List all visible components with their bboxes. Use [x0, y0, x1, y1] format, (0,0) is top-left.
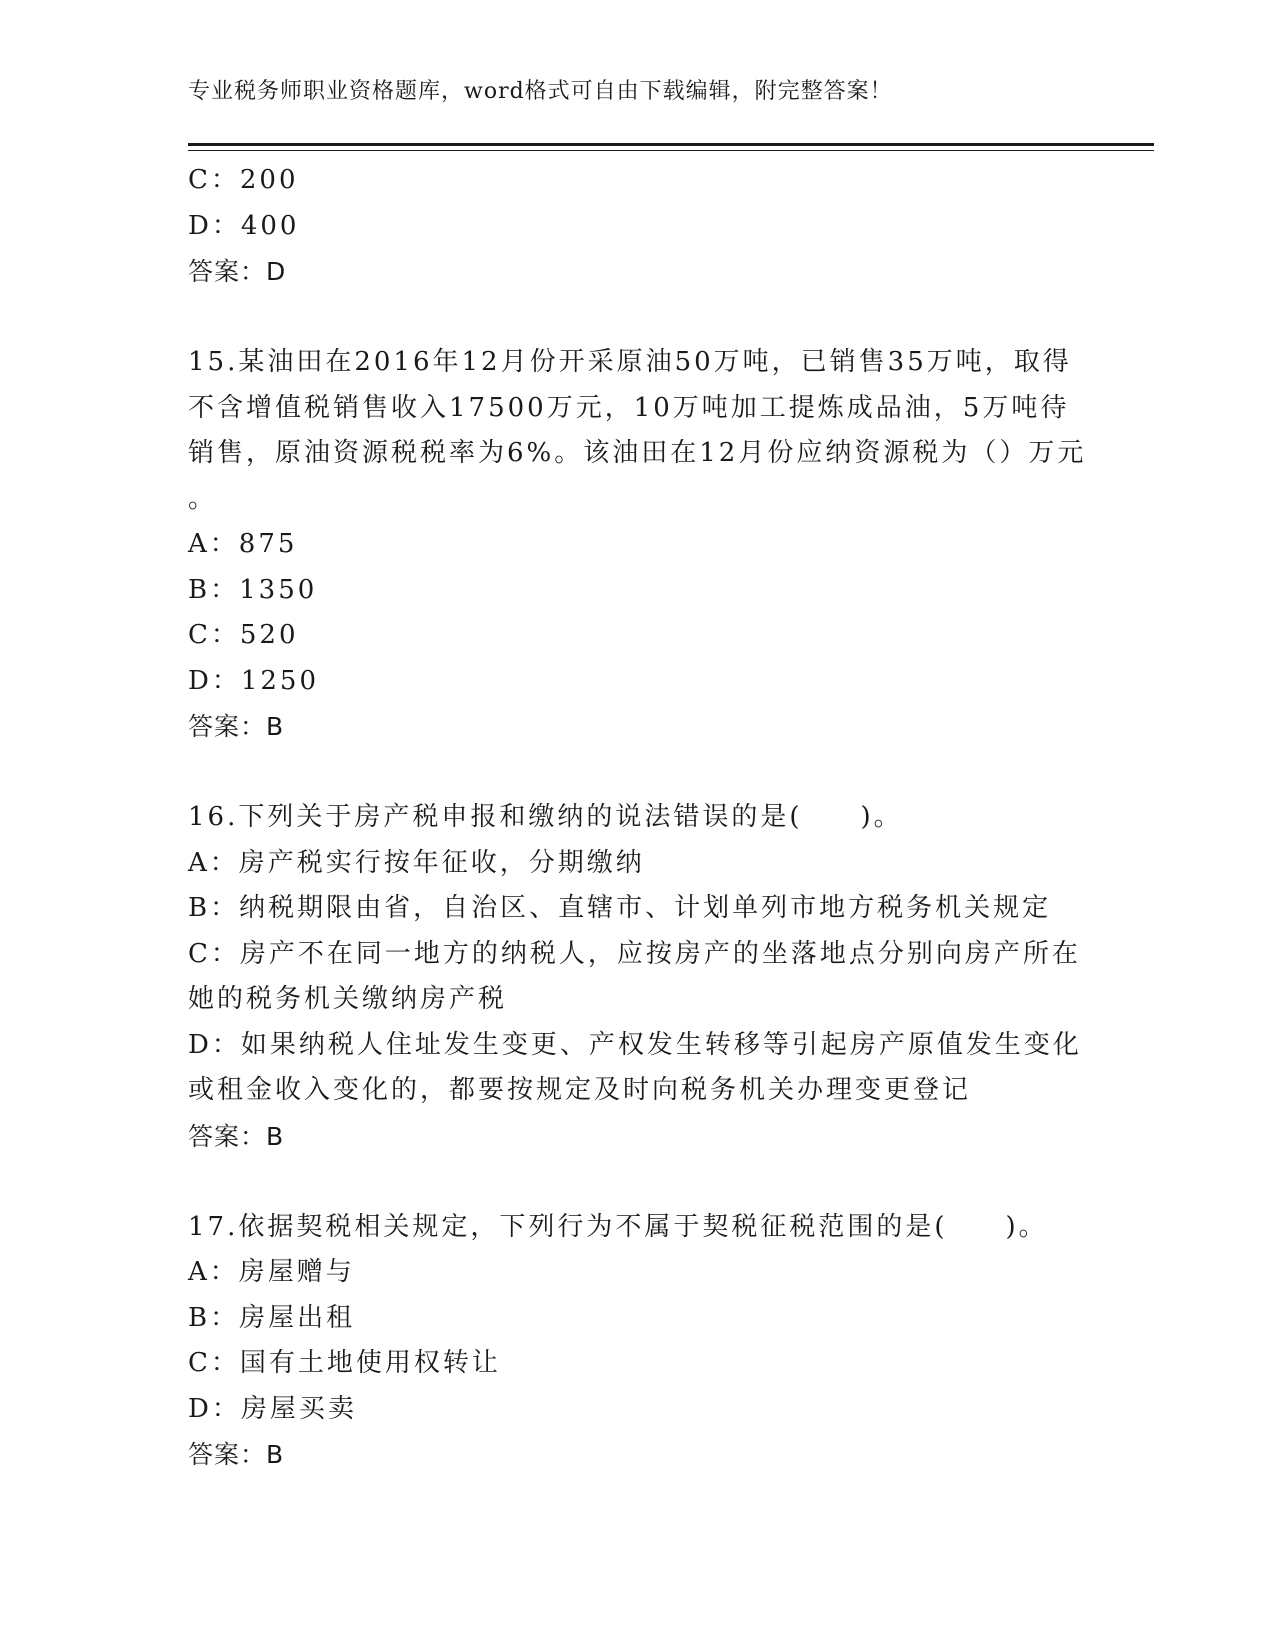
option-c: C：国有土地使用权转让	[188, 1348, 501, 1378]
option-a: A：房屋赠与	[188, 1257, 355, 1287]
option-d: D：1250	[188, 665, 320, 696]
option-b: B：1350	[188, 574, 318, 605]
option-c: C：200	[188, 165, 299, 195]
option-c: C：房产不在同一地方的纳税人，应按房产的坐落地点分别向房产所在	[188, 938, 1081, 969]
spacer	[188, 1159, 1088, 1205]
answer: 答案：B	[188, 712, 285, 741]
question-14-tail	[188, 158, 1088, 295]
option-d-continued: 或租金收入变化的，都要按规定及时向税务机关办理变更登记	[188, 1075, 972, 1105]
option-c: C：520	[188, 620, 299, 650]
question-text-line: 17.依据契税相关规定，下列行为不属于契税征税范围的是( )。	[188, 1211, 1048, 1242]
option-a: A：875	[188, 529, 298, 559]
header-rule-thin	[188, 150, 1154, 151]
option-d: D：400	[188, 210, 300, 241]
question-17	[188, 1205, 1088, 1478]
page-header: 专业税务师职业资格题库，word格式可自由下载编辑，附完整答案！	[188, 79, 893, 104]
question-16	[188, 795, 1088, 1159]
header-rule-thick	[188, 143, 1154, 146]
option-d: D：如果纳税人住址发生变更、产权发生转移等引起房产原值发生变化	[188, 1029, 1082, 1060]
answer: 答案：B	[188, 1440, 285, 1469]
answer: 答案：D	[188, 257, 287, 286]
option-b: B：纳税期限由省，自治区、直辖市、计划单列市地方税务机关规定	[188, 893, 1052, 923]
document-body	[188, 158, 1088, 1478]
option-d: D：房屋买卖	[188, 1393, 357, 1424]
question-text-line: 15.某油田在2016年12月份开采原油50万吨，已销售35万吨，取得	[188, 347, 1072, 377]
option-a: A：房产税实行按年征收，分期缴纳	[188, 847, 645, 878]
spacer	[188, 295, 1088, 341]
question-text-line: 不含增值税销售收入17500万元，10万吨加工提炼成品油，5万吨待	[188, 392, 1070, 423]
option-c-continued: 她的税务机关缴纳房产税	[188, 984, 508, 1014]
question-15	[188, 340, 1088, 750]
answer: 答案：B	[188, 1121, 285, 1151]
question-text-line: 16.下列关于房产税申报和缴纳的说法错误的是( )。	[188, 802, 903, 832]
option-b: B：房屋出租	[188, 1302, 356, 1333]
question-text-line: 销售，原油资源税税率为6%。该油田在12月份应纳资源税为（）万元	[188, 438, 1087, 468]
question-text-line: 。	[188, 483, 218, 514]
spacer	[188, 750, 1088, 796]
